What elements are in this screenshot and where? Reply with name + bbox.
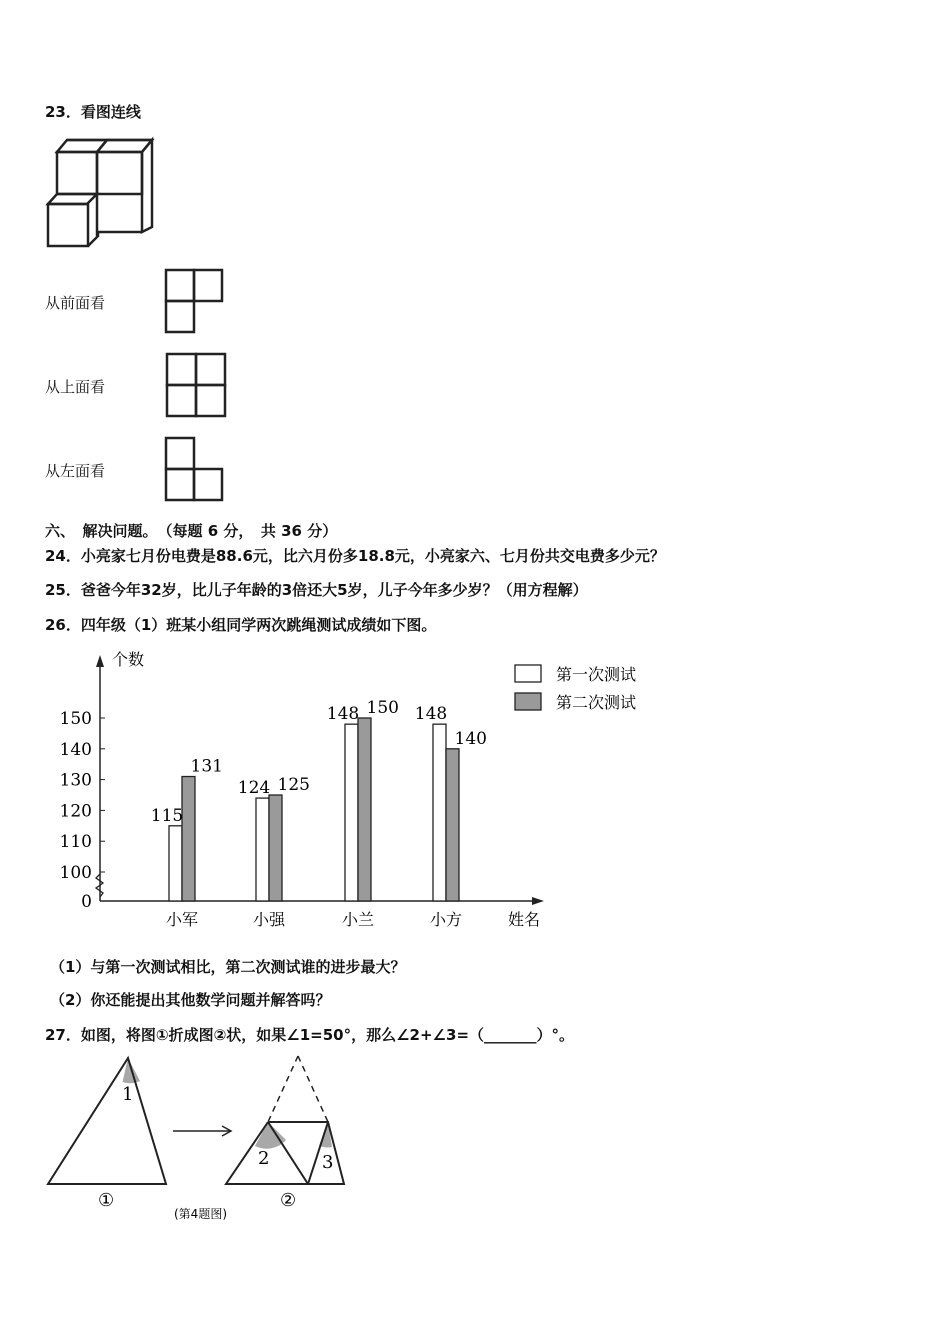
section6-heading: 六、 解决问题。 （每题 6 分， 共 36 分） [45, 522, 338, 540]
y-tick-label: 100 [59, 863, 92, 883]
angle3-label: 3 [322, 1152, 334, 1173]
view-top-label: 从上面看 [45, 378, 106, 396]
category-label: 小兰 [341, 910, 375, 929]
legend-swatch [515, 693, 541, 710]
bar-first-test [169, 826, 182, 901]
legend-label: 第一次测试 [556, 665, 637, 684]
category-label: 小强 [252, 910, 286, 929]
chart-legend [515, 665, 636, 712]
fig1-label: ① [98, 1190, 115, 1211]
angle2-label: 2 [258, 1148, 270, 1169]
legend-label: 第二次测试 [556, 693, 637, 712]
bar-value-label: 150 [366, 698, 399, 718]
chart-axes [96, 655, 544, 905]
y-axis-arrow [96, 655, 104, 667]
front-view-shape [164, 267, 226, 335]
bar-value-label: 140 [454, 728, 487, 749]
y-tick-label: 110 [59, 832, 92, 853]
fold-figure [40, 1052, 360, 1232]
chart-labels [60, 650, 540, 929]
left-view-shape [164, 435, 226, 503]
bar-second-test [269, 795, 282, 901]
bar-value-label: 115 [150, 805, 184, 826]
bar-value-label: 148 [326, 704, 360, 725]
y-tick-label: 140 [59, 739, 92, 760]
bar-first-test [256, 798, 269, 901]
bar-second-test [358, 718, 371, 901]
q26-text: 26．四年级（1）班某小组同学两次跳绳测试成绩如下图。 [45, 616, 437, 634]
x-axis-label: 姓名 [508, 910, 541, 929]
q26-sub2: （2）你还能提出其他数学问题并解答吗？ [50, 991, 331, 1009]
y-tick-label: 0 [81, 892, 92, 912]
view-front-label: 从前面看 [45, 294, 106, 312]
legend-swatch [515, 665, 541, 682]
cube-figure [40, 132, 165, 254]
bar-value-label: 125 [277, 775, 310, 795]
y-tick-label: 150 [59, 709, 92, 729]
q27-text: 27．如图，将图①折成图②状，如果∠1=50°，那么∠2+∠3=（_______）°。 [45, 1026, 575, 1044]
q23-title: 23．看图连线 [45, 103, 141, 121]
q24-text: 24．小亮家七月份电费是88.6元，比六月份多18.8元，小亮家六、七月份共交电费多少元？ [45, 547, 665, 565]
x-axis-arrow [532, 897, 544, 905]
bar-value-label: 124 [237, 778, 271, 799]
jump-rope-chart [40, 645, 680, 940]
top-view-shape [164, 350, 228, 420]
y-axis-label: 个数 [112, 650, 145, 669]
bar-value-label: 131 [190, 756, 223, 777]
fig-caption: (第4题图) [174, 1207, 227, 1221]
bar-second-test [182, 777, 195, 901]
bar-first-test [345, 724, 358, 901]
bar-second-test [446, 749, 459, 901]
angle1-label: 1 [122, 1084, 134, 1105]
category-label: 小军 [165, 910, 199, 929]
view-left-label: 从左面看 [45, 462, 106, 480]
bar-first-test [433, 724, 446, 901]
q25-text: 25．爸爸今年32岁，比儿子年龄的3倍还大5岁，儿子今年多少岁？（用方程解） [45, 581, 588, 599]
bar-value-label: 148 [414, 704, 448, 725]
category-label: 小方 [429, 910, 463, 929]
q26-sub1: （1）与第一次测试相比，第二次测试谁的进步最大？ [50, 958, 406, 976]
triangle-1 [48, 1058, 166, 1184]
y-tick-label: 120 [59, 801, 92, 822]
y-tick-label: 130 [59, 770, 92, 791]
chart-bars [169, 718, 459, 901]
fig2-label: ② [280, 1190, 297, 1211]
